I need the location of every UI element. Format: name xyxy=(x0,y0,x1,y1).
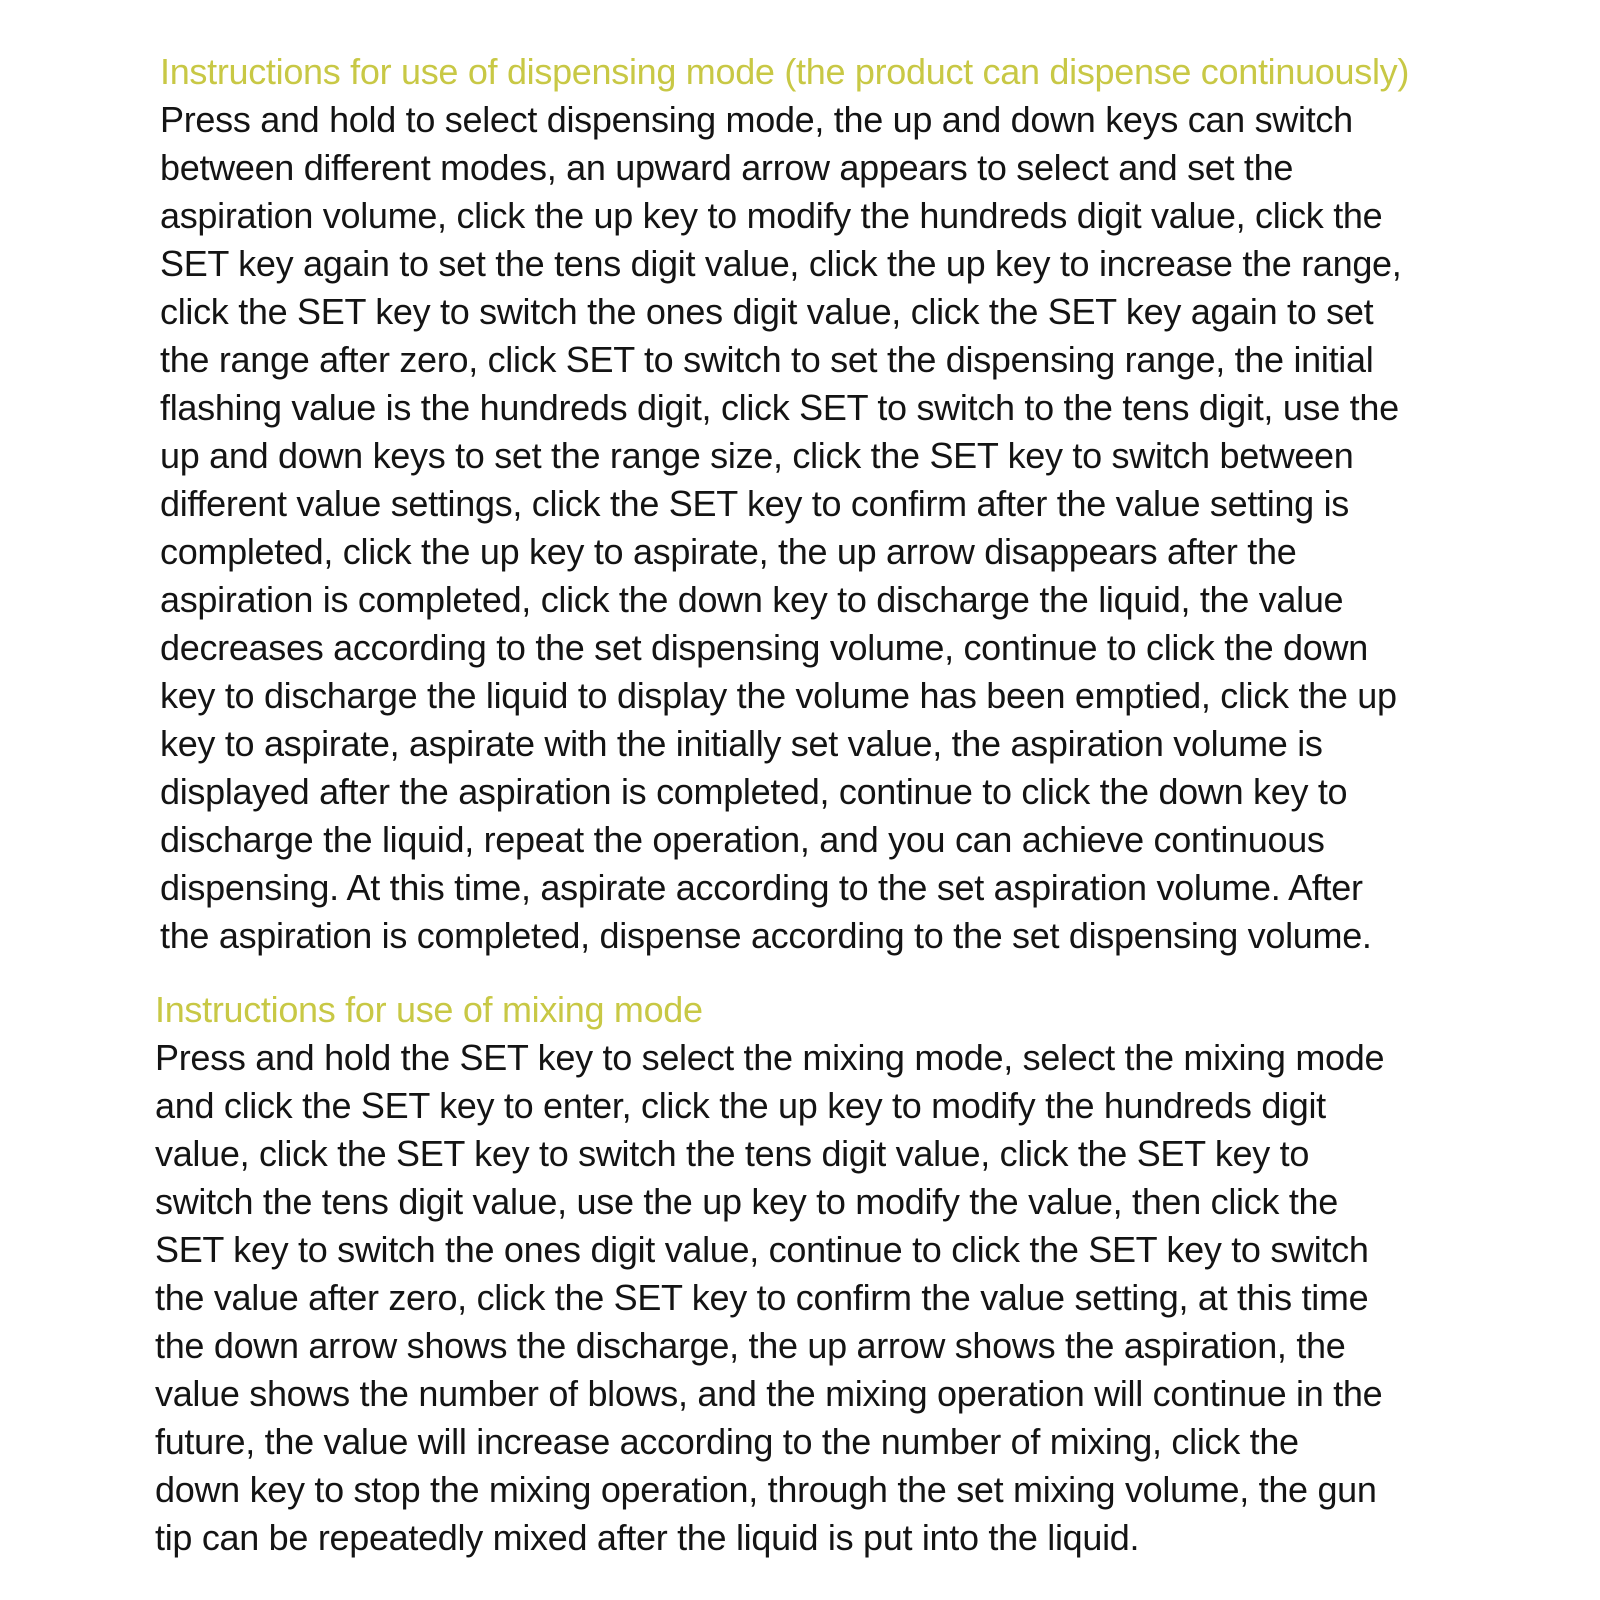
paragraph-line: down key to stop the mixing operation, through the set mixing volume, the gun xyxy=(155,1469,1377,1510)
paragraph-line: Press and hold to select dispensing mode, the up and down keys can switch xyxy=(160,99,1353,140)
paragraph-line: between different modes, an upward arrow appears to select and set the xyxy=(160,147,1294,188)
paragraph-line: tip can be repeatedly mixed after the liquid is put into the liquid. xyxy=(155,1517,1140,1558)
paragraph-line: value, click the SET key to switch the tens digit value, click the SET key to xyxy=(155,1133,1310,1174)
paragraph-line: key to aspirate, aspirate with the initially set value, the aspiration volume is xyxy=(160,723,1323,764)
paragraph-line: the range after zero, click SET to switch to set the dispensing range, the initial xyxy=(160,339,1374,380)
paragraph-line: displayed after the aspiration is completed, continue to click the down key to xyxy=(160,771,1348,812)
mixing-mode-heading: Instructions for use of mixing mode xyxy=(155,989,703,1030)
paragraph-line: completed, click the up key to aspirate, the up arrow disappears after the xyxy=(160,531,1297,572)
dispensing-mode-section xyxy=(160,48,1480,960)
paragraph-line: up and down keys to set the range size, click the SET key to switch between xyxy=(160,435,1354,476)
paragraph-line: decreases according to the set dispensing volume, continue to click the down xyxy=(160,627,1368,668)
paragraph-line: SET key again to set the tens digit value, click the up key to increase the range, xyxy=(160,243,1402,284)
paragraph-line: discharge the liquid, repeat the operation, and you can achieve continuous xyxy=(160,819,1325,860)
paragraph-line: value shows the number of blows, and the mixing operation will continue in the xyxy=(155,1373,1383,1414)
paragraph-line: click the SET key to switch the ones digit value, click the SET key again to set xyxy=(160,291,1374,332)
paragraph-line: different value settings, click the SET key to confirm after the value setting is xyxy=(160,483,1349,524)
paragraph-line: key to discharge the liquid to display the volume has been emptied, click the up xyxy=(160,675,1397,716)
mixing-mode-section xyxy=(155,986,1475,1562)
paragraph-line: the aspiration is completed, dispense according to the set dispensing volume. xyxy=(160,915,1372,956)
paragraph-line: dispensing. At this time, aspirate according to the set aspiration volume. After xyxy=(160,867,1363,908)
dispensing-mode-heading: Instructions for use of dispensing mode (the product can dispense continuously) xyxy=(160,51,1410,92)
paragraph-line: SET key to switch the ones digit value, continue to click the SET key to switch xyxy=(155,1229,1369,1270)
paragraph-line: Press and hold the SET key to select the mixing mode, select the mixing mode xyxy=(155,1037,1385,1078)
paragraph-line: and click the SET key to enter, click the up key to modify the hundreds digit xyxy=(155,1085,1326,1126)
paragraph-line: the down arrow shows the discharge, the up arrow shows the aspiration, the xyxy=(155,1325,1346,1366)
paragraph-line: switch the tens digit value, use the up key to modify the value, then click the xyxy=(155,1181,1338,1222)
paragraph-line: the value after zero, click the SET key to confirm the value setting, at this time xyxy=(155,1277,1369,1318)
paragraph-line: aspiration is completed, click the down key to discharge the liquid, the value xyxy=(160,579,1344,620)
paragraph-line: flashing value is the hundreds digit, click SET to switch to the tens digit, use the xyxy=(160,387,1399,428)
paragraph-line: future, the value will increase according to the number of mixing, click the xyxy=(155,1421,1299,1462)
paragraph-line: aspiration volume, click the up key to modify the hundreds digit value, click the xyxy=(160,195,1383,236)
